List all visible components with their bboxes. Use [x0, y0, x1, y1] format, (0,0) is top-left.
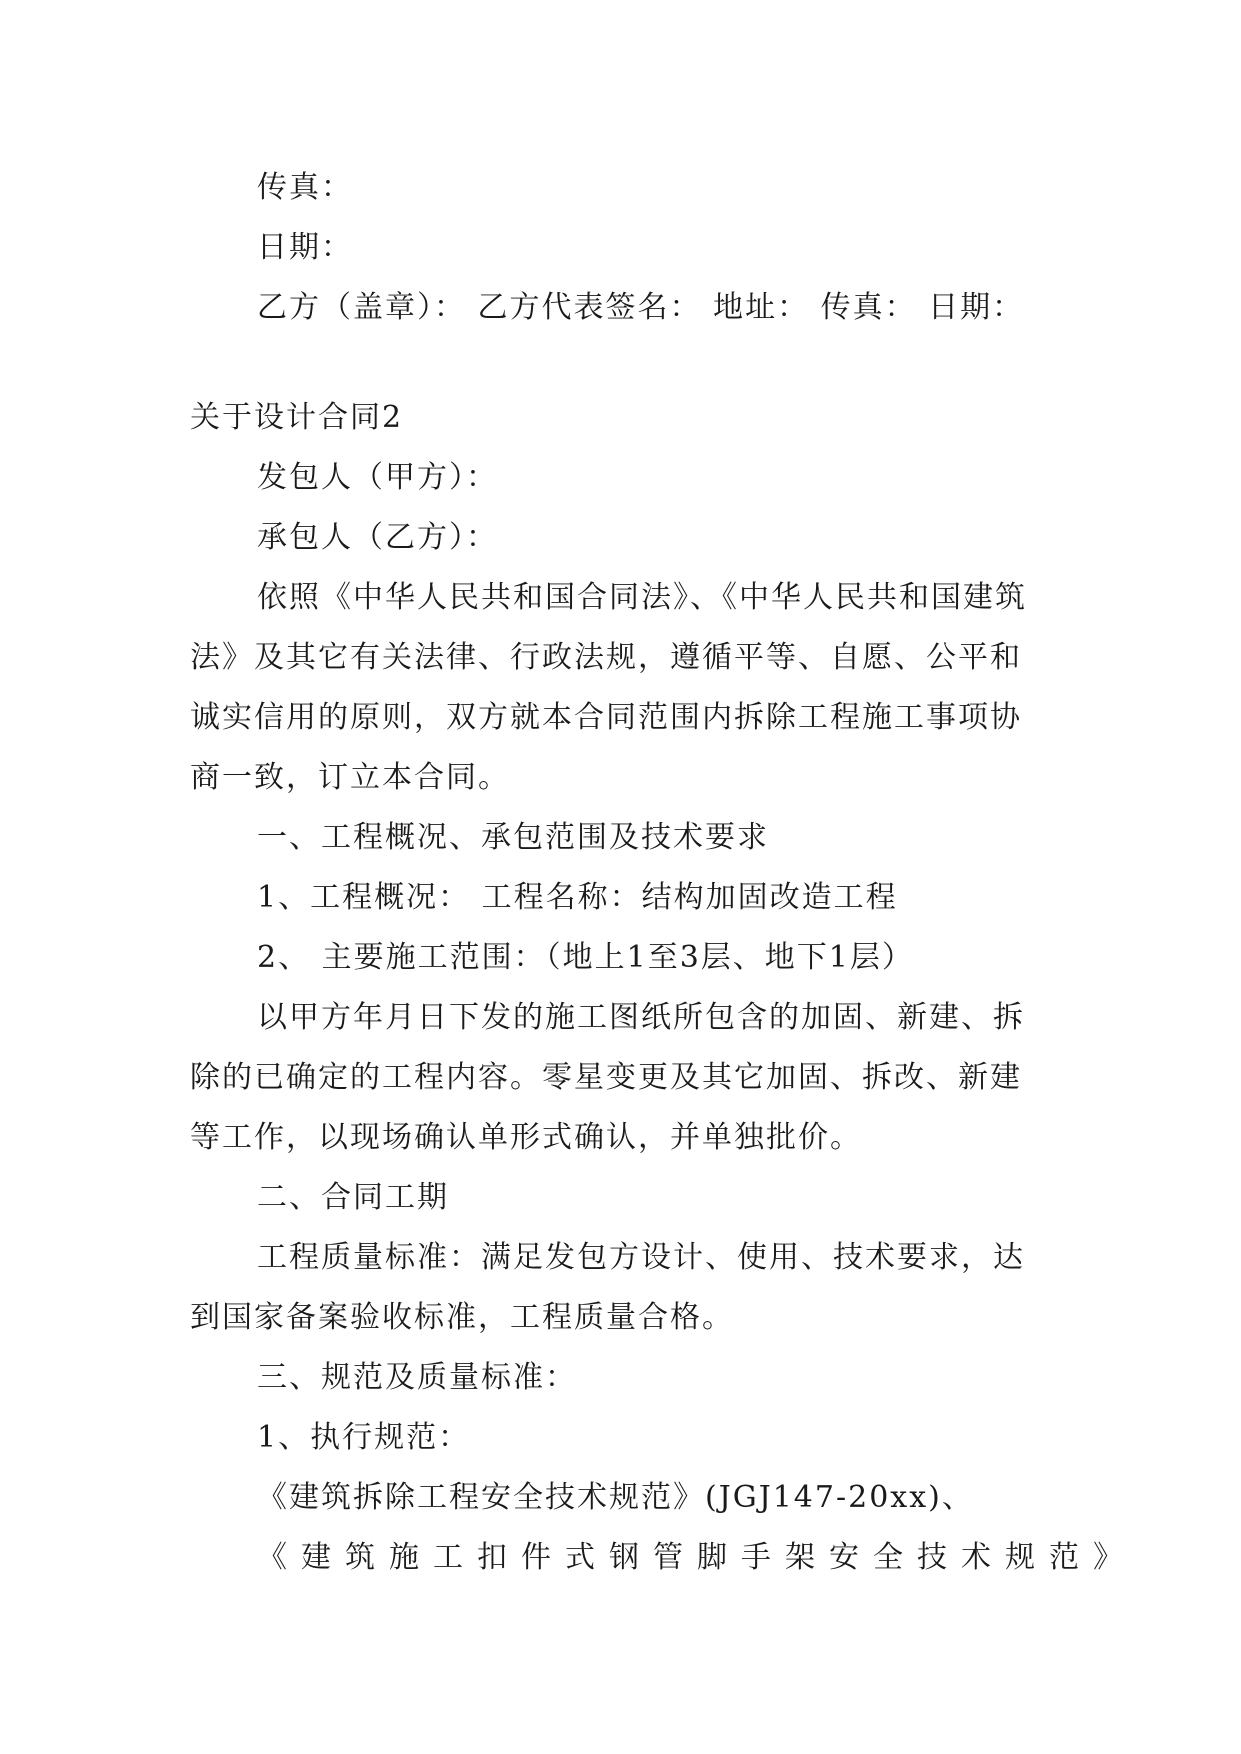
party-a-label: 发包人（甲方）：: [257, 460, 498, 495]
scope-line-1: 以甲方年月日下发的施工图纸所包含的加固、新建、拆: [257, 1000, 1025, 1035]
preamble-line-3: 诚实信用的原则，双方就本合同范围内拆除工程施工事项协: [190, 700, 1022, 735]
preamble-line-1: 依照《中华人民共和国合同法》、《中华人民共和国建筑: [257, 580, 1027, 615]
preamble-line-2: 法》及其它有关法律、行政法规，遵循平等、自愿、公平和: [190, 640, 1022, 675]
quality-line-2: 到国家备案验收标准，工程质量合格。: [190, 1300, 734, 1335]
quality-line-1: 工程质量标准：满足发包方设计、使用、技术要求，达: [257, 1240, 1025, 1275]
section-title: 关于设计合同2: [190, 400, 404, 435]
heading-2: 二、合同工期: [257, 1180, 449, 1215]
scope-line-3: 等工作，以现场确认单形式确认，并单独批价。: [190, 1120, 862, 1155]
party-b-label: 承包人（乙方）：: [257, 520, 498, 555]
heading-3: 三、规范及质量标准：: [257, 1360, 577, 1395]
fax-label-a: 传真：: [257, 170, 353, 205]
standard-2: 《建筑施工扣件式钢管脚手架安全技术规范》: [257, 1540, 1137, 1575]
heading-1: 一、工程概况、承包范围及技术要求: [257, 820, 769, 855]
clause-3-1: 1、执行规范：: [257, 1420, 471, 1455]
clause-1-2: 2、 主要施工范围：（地上1至3层、地下1层）: [257, 940, 914, 975]
standard-1: 《建筑拆除工程安全技术规范》(JGJ147-20xx)、: [257, 1480, 974, 1515]
party-b-signature-line: 乙方（盖章）： 乙方代表签名： 地址： 传真： 日期：: [257, 290, 1025, 325]
clause-1-1: 1、工程概况： 工程名称：结构加固改造工程: [257, 880, 898, 915]
scope-line-2: 除的已确定的工程内容。零星变更及其它加固、拆改、新建: [190, 1060, 1022, 1095]
date-label-a: 日期：: [257, 230, 353, 265]
preamble-line-4: 商一致，订立本合同。: [190, 760, 510, 795]
